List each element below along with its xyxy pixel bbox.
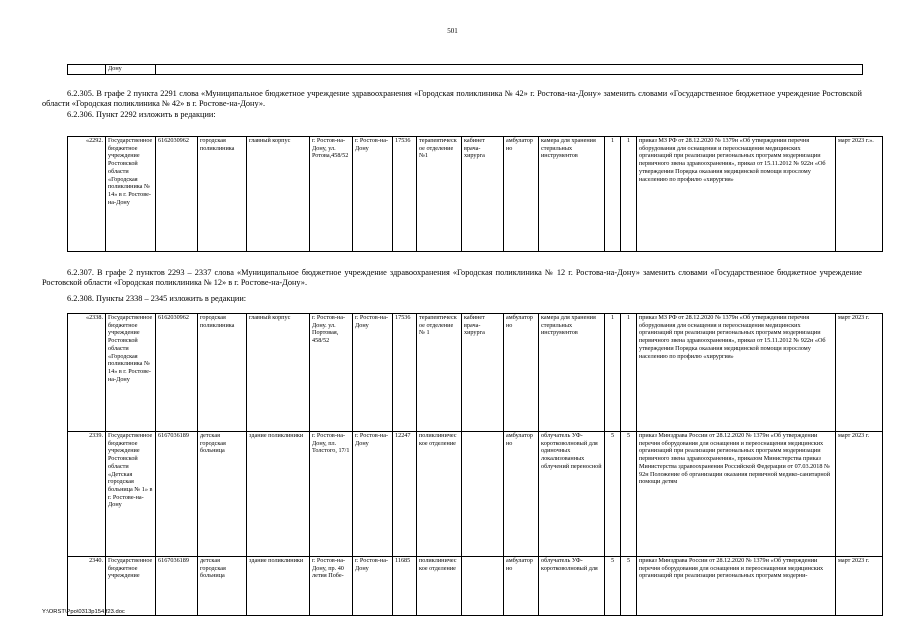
- cell-building: здание поликлиники: [247, 432, 310, 557]
- cell-building: здание поликлиники: [247, 557, 310, 616]
- cell-n: 17536: [393, 314, 417, 432]
- cell-city: г. Ростов-на-Дону: [353, 137, 393, 252]
- cell-equipment: камера для хранения стерильных инструментов: [539, 137, 605, 252]
- footer-file-path: Y:\ORST\Ppo\0313p154.f23.doc: [42, 609, 125, 615]
- paragraph-6-2-305: 6.2.305. В графе 2 пункта 2291 слова «Муниципальное бюджетное учреждение здравоохранения «Городская поликлиника № 42» г. Ростова-на-Дону» заменить словами «Государственное бюджетное учреждение Ростовской области «Городская поликлиника № 42» в г. Ростове-на-Дону».: [42, 89, 862, 109]
- cell-mode: амбулаторно: [504, 137, 539, 252]
- cell-q2: 1: [621, 314, 637, 432]
- cell-city: г. Ростов-на-Дону: [353, 314, 393, 432]
- fragment-cell: Дону: [106, 65, 156, 75]
- cell-type: городская поликлиника: [198, 314, 247, 432]
- cell-mode: амбулаторно: [504, 557, 539, 616]
- cell-q1: 1: [605, 137, 621, 252]
- cell-basis: приказ МЗ РФ от 28.12.2020 № 1379н «Об утверждении перечня оборудования для оснащения и переоснащения медицинских организаций при реализации региональных программ модернизации первичного звена здравоохранения», приказ от 15.11.2012 № 922н «Об утверждении Порядка оказания медицинской помощи взрослому населению по профилю «хирургия»: [637, 137, 836, 252]
- cell-type: городская поликлиника: [198, 137, 247, 252]
- cell-type: детская городская больница: [198, 557, 247, 616]
- paragraph-6-2-308: 6.2.308. Пункты 2338 – 2345 изложить в редакции:: [67, 294, 247, 303]
- page-number: 501: [447, 27, 458, 35]
- cell-q2: 5: [621, 557, 637, 616]
- cell-equipment: облучатель УФ-коротковолновый для одиночных локализованных облучений переносной: [539, 432, 605, 557]
- cell-q2: 1: [621, 137, 637, 252]
- cell-dept: поликлиническое отделение: [417, 432, 462, 557]
- cell-num: 2339.: [68, 432, 106, 557]
- cell-mode: амбулаторно: [504, 314, 539, 432]
- cell-code: 6167036189: [156, 557, 198, 616]
- cell-address: г. Ростов-на-Дону, пл. Толстого, 17/1: [310, 432, 353, 557]
- cell-dept: поликлиническое отделение: [417, 557, 462, 616]
- cell-num: «2292.: [68, 137, 106, 252]
- cell-equipment: камера для хранения стерильных инструментов: [539, 314, 605, 432]
- cell-n: 17536: [393, 137, 417, 252]
- cell-n: 11685: [393, 557, 417, 616]
- cell-date: март 2023 г.».: [836, 137, 883, 252]
- paragraph-6-2-306: 6.2.306. Пункт 2292 изложить в редакции:: [67, 110, 216, 119]
- cell-org: Государственное бюджетное учреждение Ростовской области «Городская поликлиника № 14» в г. Ростове-на-Дону: [106, 314, 156, 432]
- cell-num: «2338.: [68, 314, 106, 432]
- cell-city: г. Ростов-на-Дону: [353, 432, 393, 557]
- cell-code: 6162030962: [156, 314, 198, 432]
- cell-q1: 5: [605, 432, 621, 557]
- cell-code: 6167036189: [156, 432, 198, 557]
- cell-type: детская городская больница: [198, 432, 247, 557]
- cell-basis: приказ Минздрава России от 28.12.2020 № 1379н «Об утверждении перечня оборудования для оснащения и переоснащения медицинских организаций при реализации региональных программ модерни-: [637, 557, 836, 616]
- cell-date: март 2023 г.: [836, 432, 883, 557]
- cell-address: г. Ростов-на-Дону, пр. 40 летия Побе-: [310, 557, 353, 616]
- cell-dept: терапевтическое отделение №1: [417, 137, 462, 252]
- paragraph-6-2-307: 6.2.307. В графе 2 пунктов 2293 – 2337 слова «Муниципальное бюджетное учреждение здравоохранения «Городская поликлиника № 12 г. Ростова-на-Дону» заменить словами «Государственное бюджетное учреждение Ростовской области «Городская поликлиника № 12» в г. Ростове-на-Дону».: [42, 268, 862, 288]
- cell-address: г. Ростов-на-Дону, ул. Ротова,458/52: [310, 137, 353, 252]
- cell-basis: приказ Минздрава России от 28.12.2020 № 1379н «Об утверждении перечня оборудования для оснащения и переоснащения медицинских организаций при реализации региональных программ модернизации первичного звена здравоохранения», приказом Министерства приказ Министерства здравоохранения Российской Федерации от 07.03.2018 № 92н Положение об организации оказания первичной медико-санитарной помощи детям: [637, 432, 836, 557]
- cell-date: март 2023 г.: [836, 557, 883, 616]
- cell-city: г. Ростов-на-Дону: [353, 557, 393, 616]
- cell-basis: приказ МЗ РФ от 28.12.2020 № 1379н «Об утверждении перечня оборудования для оснащения и переоснащения медицинских организаций при реализации региональных программ модернизации первичного звена здравоохранения», приказ от 15.11.2012 № 922н «Об утверждении Порядка оказания медицинской помощи взрослому населению по профилю «хирургия»: [637, 314, 836, 432]
- table-item-2292: [67, 136, 883, 252]
- cell-equipment: облучатель УФ-коротковолновый для: [539, 557, 605, 616]
- cell-room: кабинет врача-хирурга: [462, 137, 504, 252]
- cell-building: главный корпус: [247, 314, 310, 432]
- table-row: [68, 557, 883, 616]
- cell-code: 6162030962: [156, 137, 198, 252]
- table-row: [68, 137, 883, 252]
- cell-dept: терапевтическое отделение № 1: [417, 314, 462, 432]
- cell-address: г. Ростов-на-Дону. ул. Портовая, 458/52: [310, 314, 353, 432]
- table-row: [68, 314, 883, 432]
- previous-table-fragment: [67, 64, 863, 75]
- cell-building: главный корпус: [247, 137, 310, 252]
- cell-q1: 5: [605, 557, 621, 616]
- cell-q2: 5: [621, 432, 637, 557]
- table-row: [68, 432, 883, 557]
- cell-mode: амбулаторно: [504, 432, 539, 557]
- cell-q1: 1: [605, 314, 621, 432]
- cell-room: [462, 557, 504, 616]
- cell-room: кабинет врача-хирурга: [462, 314, 504, 432]
- cell-org: Государственное бюджетное учреждение Ростовской области «Городская поликлиника № 14» в г. Ростове-на-Дону: [106, 137, 156, 252]
- cell-n: 12247: [393, 432, 417, 557]
- cell-org: Государственное бюджетное учреждение Ростовской области «Детская городская больница № 1» в г. Ростове-на-Дону: [106, 432, 156, 557]
- table-items-2338-2340: [67, 313, 883, 616]
- cell-num: 2340.: [68, 557, 106, 616]
- cell-room: [462, 432, 504, 557]
- cell-org: Государственное бюджетное учреждение: [106, 557, 156, 616]
- cell-date: март 2023 г.: [836, 314, 883, 432]
